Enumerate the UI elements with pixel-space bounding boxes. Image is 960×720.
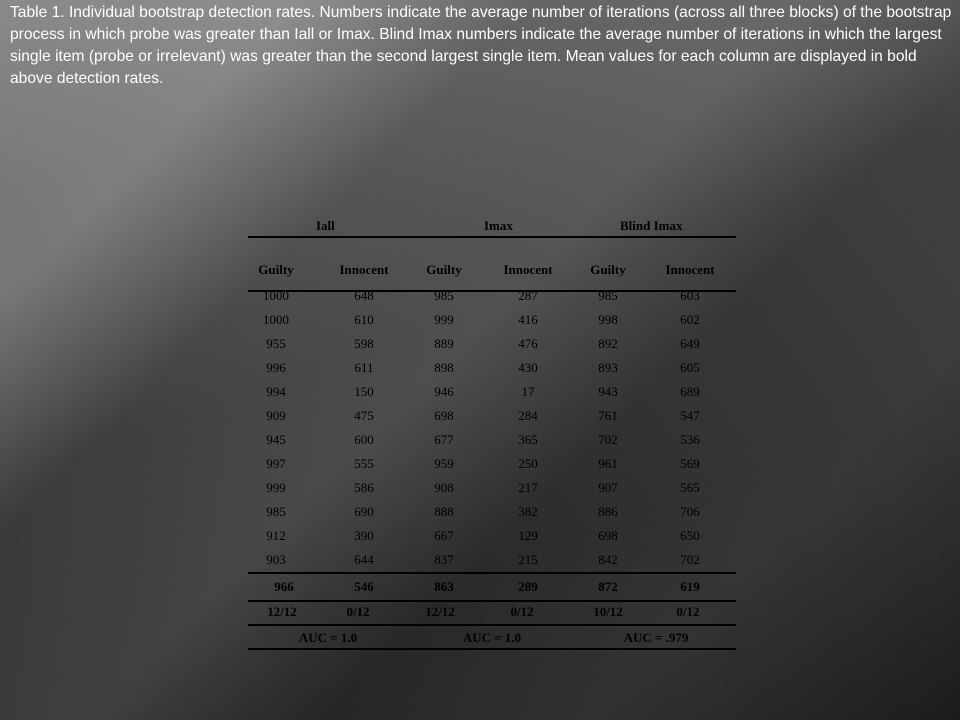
table-cell: 690 bbox=[354, 504, 374, 519]
table-cell: 129 bbox=[518, 528, 538, 543]
table-cell: 761 bbox=[598, 408, 618, 423]
auc-row bbox=[248, 624, 736, 650]
table-row bbox=[248, 504, 736, 528]
table-cell: 946 bbox=[434, 384, 454, 399]
table-cell: 997 bbox=[266, 456, 286, 471]
detection-rate-row bbox=[248, 600, 736, 626]
table-cell: 985 bbox=[434, 288, 454, 303]
table-cell: 150 bbox=[354, 384, 374, 399]
table-cell: 555 bbox=[354, 456, 374, 471]
column-header: Guilty bbox=[426, 262, 462, 277]
table-cell: 893 bbox=[598, 360, 618, 375]
auc-value: AUC = .979 bbox=[623, 630, 689, 645]
table-cell: 1000 bbox=[263, 312, 289, 327]
table-row bbox=[248, 360, 736, 384]
mean-value: 872 bbox=[598, 579, 618, 594]
table-cell: 536 bbox=[680, 432, 700, 447]
table-row bbox=[248, 312, 736, 336]
table-cell: 250 bbox=[518, 456, 538, 471]
table-row bbox=[248, 408, 736, 432]
table-row bbox=[248, 384, 736, 408]
table-cell: 605 bbox=[680, 360, 700, 375]
mean-value: 619 bbox=[680, 579, 700, 594]
table-cell: 217 bbox=[518, 480, 538, 495]
table-cell: 547 bbox=[680, 408, 700, 423]
auc-value: AUC = 1.0 bbox=[462, 630, 522, 645]
table-cell: 702 bbox=[598, 432, 618, 447]
table-cell: 649 bbox=[680, 336, 700, 351]
table-cell: 1000 bbox=[263, 288, 289, 303]
table-cell: 416 bbox=[518, 312, 538, 327]
table-cell: 648 bbox=[354, 288, 374, 303]
table-cell: 287 bbox=[518, 288, 538, 303]
auc-value: AUC = 1.0 bbox=[298, 630, 358, 645]
table-cell: 888 bbox=[434, 504, 454, 519]
table-cell: 908 bbox=[434, 480, 454, 495]
table-cell: 698 bbox=[598, 528, 618, 543]
group-header-imax: Imax bbox=[484, 218, 513, 233]
table-cell: 912 bbox=[266, 528, 286, 543]
detection-rate: 12/12 bbox=[425, 604, 455, 619]
table-cell: 602 bbox=[680, 312, 700, 327]
column-header: Innocent bbox=[339, 262, 389, 277]
table-cell: 955 bbox=[266, 336, 286, 351]
table-cell: 284 bbox=[518, 408, 538, 423]
table-cell: 600 bbox=[354, 432, 374, 447]
table-cell: 475 bbox=[354, 408, 374, 423]
detection-rate: 10/12 bbox=[593, 604, 623, 619]
detection-rate: 0/12 bbox=[510, 604, 534, 619]
table-cell: 985 bbox=[598, 288, 618, 303]
table-cell: 390 bbox=[354, 528, 374, 543]
table-row bbox=[248, 336, 736, 360]
table-cell: 650 bbox=[680, 528, 700, 543]
table-row bbox=[248, 432, 736, 456]
table-cell: 903 bbox=[266, 552, 286, 567]
table-cell: 898 bbox=[434, 360, 454, 375]
table-cell: 706 bbox=[680, 504, 700, 519]
detection-rate: 12/12 bbox=[267, 604, 297, 619]
table-cell: 999 bbox=[266, 480, 286, 495]
table-cell: 996 bbox=[266, 360, 286, 375]
table-cell: 959 bbox=[434, 456, 454, 471]
detection-rate: 0/12 bbox=[676, 604, 700, 619]
column-header: Guilty bbox=[258, 262, 294, 277]
table-cell: 569 bbox=[680, 456, 700, 471]
mean-value: 546 bbox=[354, 579, 374, 594]
table-cell: 611 bbox=[354, 360, 374, 375]
table-cell: 837 bbox=[434, 552, 454, 567]
mean-value: 966 bbox=[274, 579, 294, 594]
table-cell: 667 bbox=[434, 528, 454, 543]
mean-row bbox=[248, 572, 736, 602]
table-caption: Table 1. Individual bootstrap detection rates. Numbers indicate the average number of iterations (across all three blocks) of the bootstrap process in which probe was greater than Iall or Imax. Blind Imax numbers indicate the average number of iterations in which the largest single item (probe or irrelevant) was greater than the second largest single item. Mean values for each column are displayed in bold above detection rates. bbox=[10, 4, 952, 87]
table-cell: 945 bbox=[266, 432, 286, 447]
table-cell: 430 bbox=[518, 360, 538, 375]
table-cell: 610 bbox=[354, 312, 374, 327]
table-cell: 689 bbox=[680, 384, 700, 399]
group-header-iall: Iall bbox=[316, 218, 335, 233]
table-cell: 886 bbox=[598, 504, 618, 519]
table-cell: 698 bbox=[434, 408, 454, 423]
group-header-blind-imax: Blind Imax bbox=[620, 218, 683, 233]
table-cell: 702 bbox=[680, 552, 700, 567]
table-cell: 17 bbox=[521, 384, 535, 399]
table-cell: 999 bbox=[434, 312, 454, 327]
table-cell: 961 bbox=[598, 456, 618, 471]
table-cell: 909 bbox=[266, 408, 286, 423]
table-cell: 892 bbox=[598, 336, 618, 351]
table-row bbox=[248, 480, 736, 504]
table-cell: 598 bbox=[354, 336, 374, 351]
mean-value: 863 bbox=[434, 579, 454, 594]
table-cell: 889 bbox=[434, 336, 454, 351]
table-cell: 985 bbox=[266, 504, 286, 519]
table-cell: 644 bbox=[354, 552, 374, 567]
table-cell: 842 bbox=[598, 552, 618, 567]
column-header: Innocent bbox=[665, 262, 715, 277]
table-row bbox=[248, 528, 736, 552]
column-header: Guilty bbox=[590, 262, 626, 277]
table-row bbox=[248, 288, 736, 312]
table-cell: 677 bbox=[434, 432, 454, 447]
table-cell: 603 bbox=[680, 288, 700, 303]
table-cell: 907 bbox=[598, 480, 618, 495]
table-row bbox=[248, 456, 736, 480]
column-header: Innocent bbox=[503, 262, 553, 277]
table-cell: 998 bbox=[598, 312, 618, 327]
table-cell: 565 bbox=[680, 480, 700, 495]
table-cell: 365 bbox=[518, 432, 538, 447]
table-cell: 476 bbox=[518, 336, 538, 351]
group-header-row bbox=[248, 212, 736, 238]
table-cell: 382 bbox=[518, 504, 538, 519]
table-cell: 943 bbox=[598, 384, 618, 399]
table-cell: 994 bbox=[266, 384, 286, 399]
mean-value: 289 bbox=[518, 579, 538, 594]
table-cell: 215 bbox=[518, 552, 538, 567]
table-cell: 586 bbox=[354, 480, 374, 495]
detection-rate: 0/12 bbox=[346, 604, 370, 619]
